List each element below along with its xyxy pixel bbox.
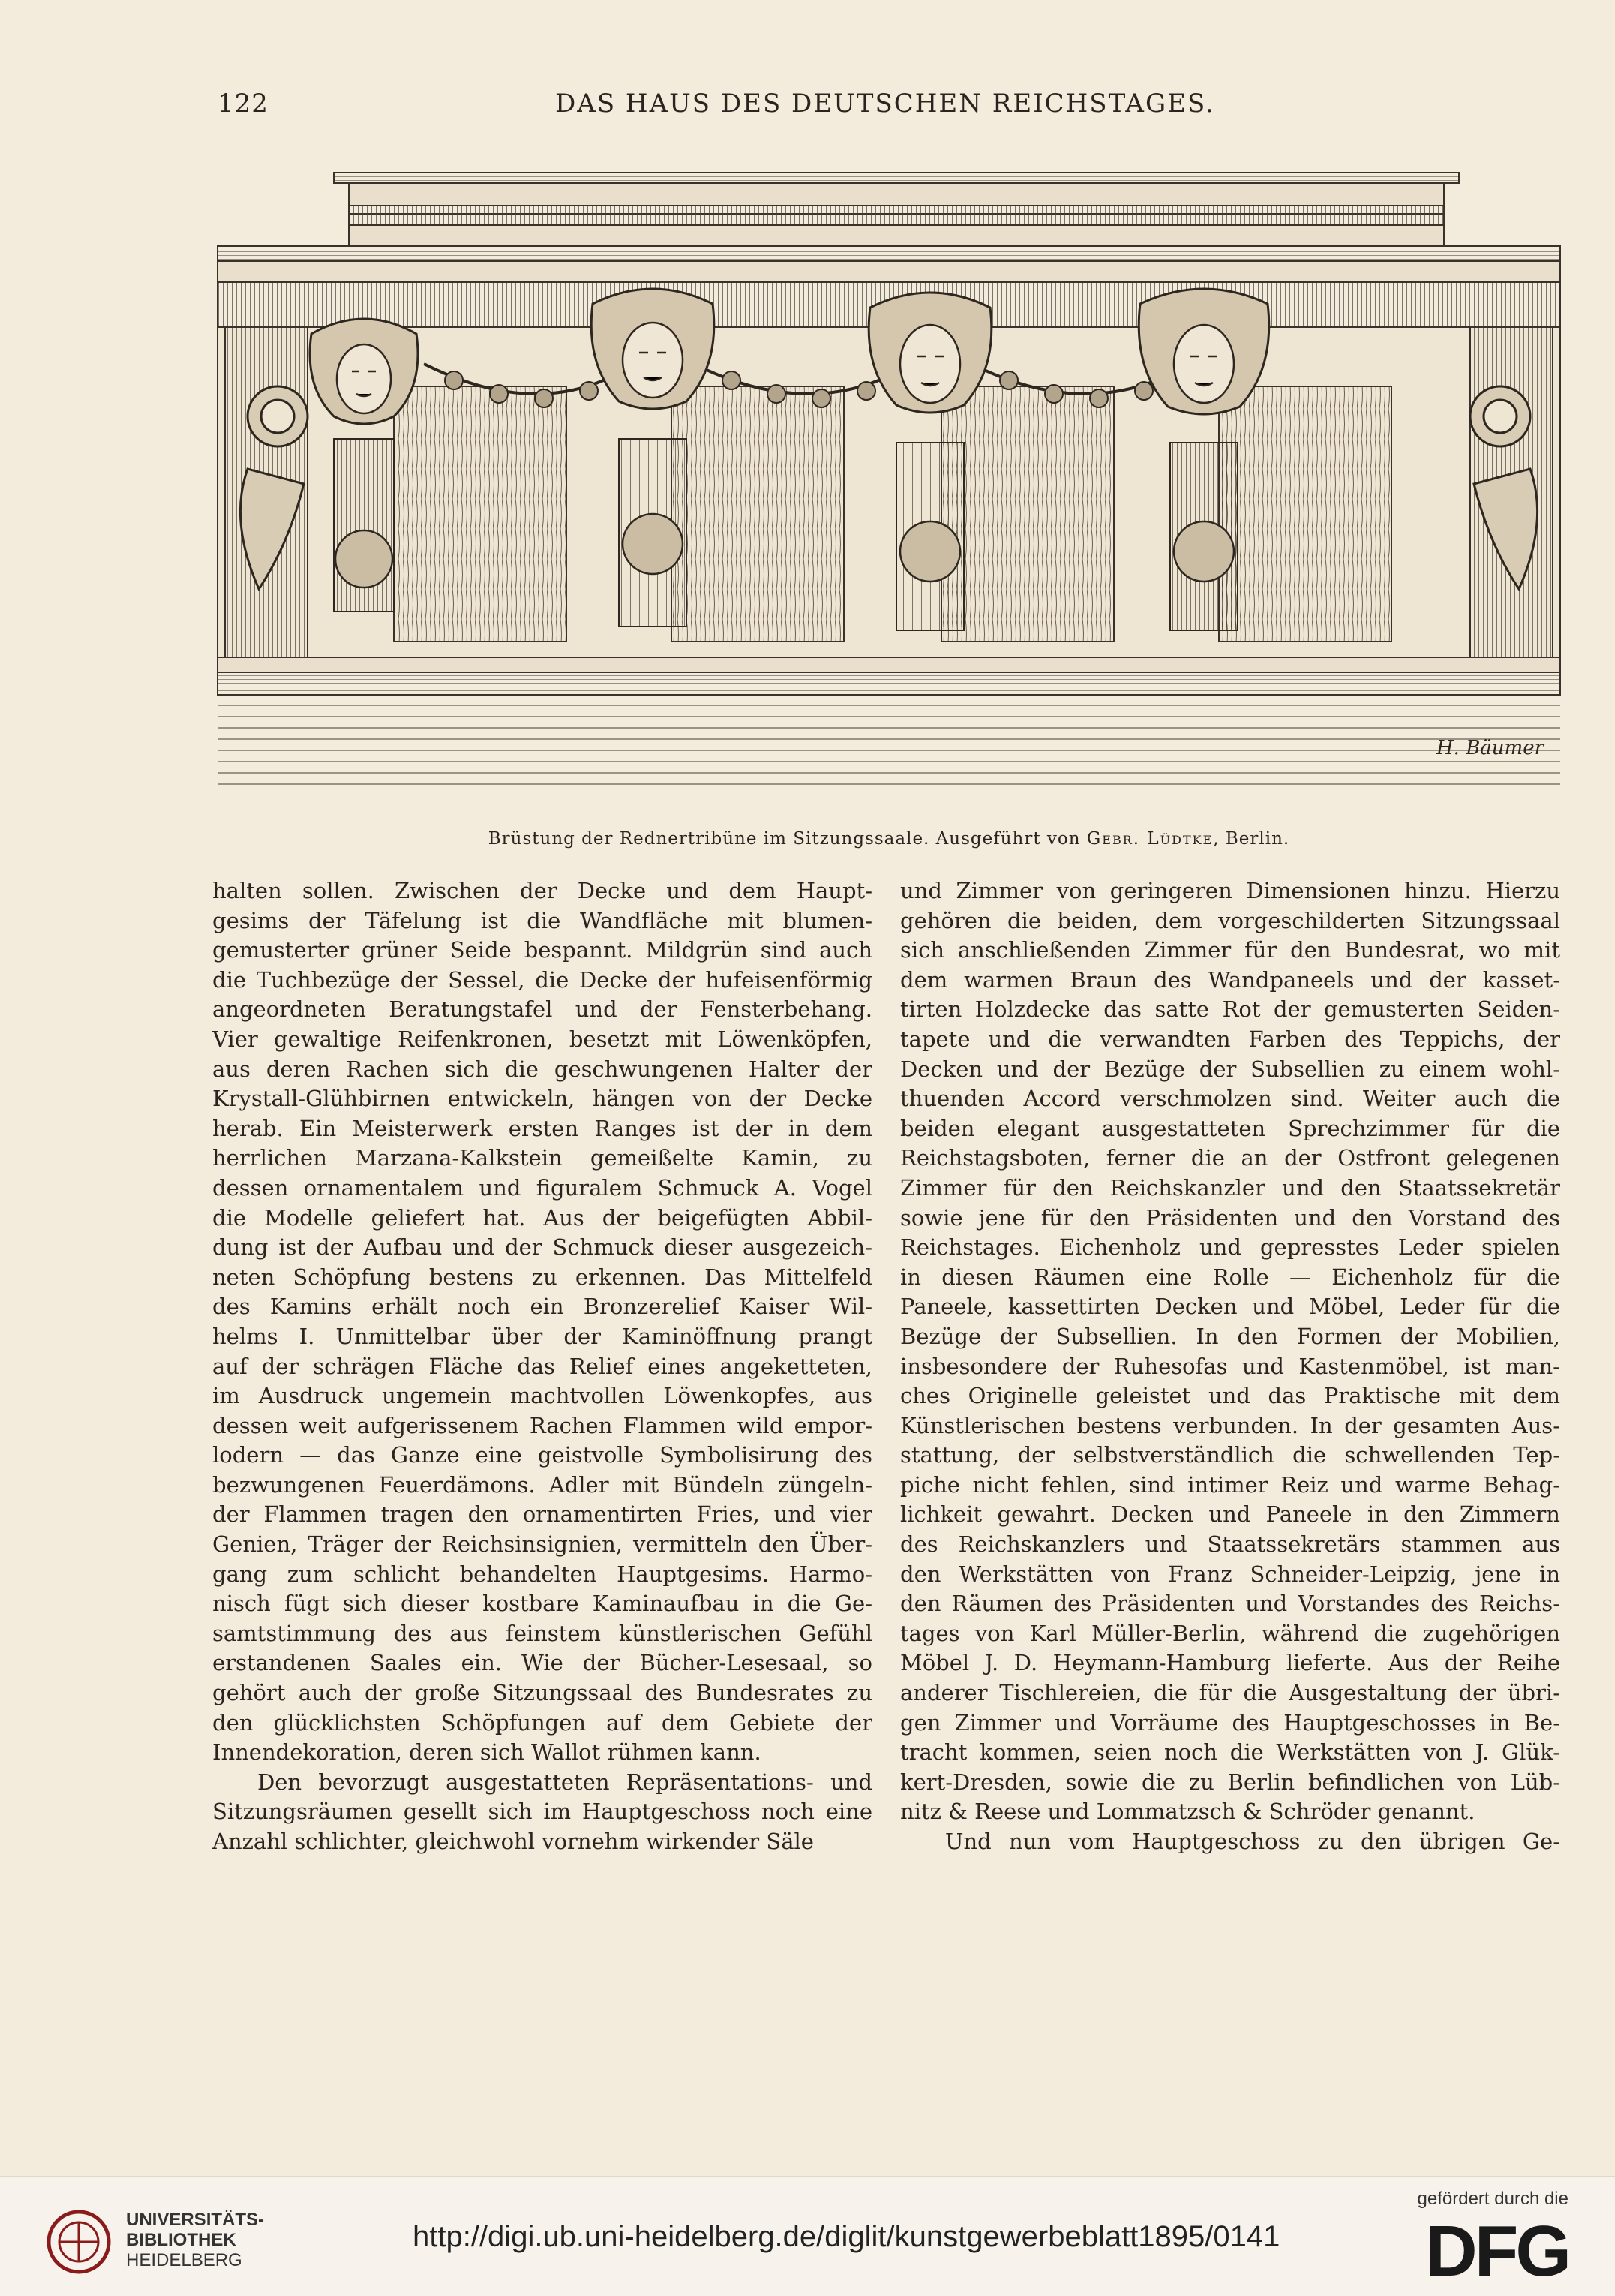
text-line: Decken und der Bezüge der Subsellien zu einem wohl- <box>900 1056 1560 1082</box>
text-line: anderer Tischlereien, die für die Ausgestaltung der übri- <box>900 1680 1560 1706</box>
caption-maker: Gebr. Lüdtke <box>1086 829 1214 849</box>
text-line: Möbel J. D. Heymann-Hamburg lieferte. Aus der Reihe <box>900 1650 1560 1676</box>
dfg-logo: DFG <box>1425 2211 1568 2291</box>
text-line: tirten Holzdecke das satte Rot der gemusterten Seiden- <box>900 996 1560 1023</box>
text-line: stattung, der selbstverständlich die schwellenden Tep- <box>900 1442 1560 1468</box>
text-line: Paneele, kassettirten Decken und Möbel, Leder für die <box>900 1294 1560 1320</box>
text-line: nisch fügt sich dieser kostbare Kaminaufbau in die Ge- <box>212 1591 872 1617</box>
text-line: im Ausdruck ungemein machtvollen Löwenkopfes, aus <box>212 1383 872 1409</box>
text-line: gen Zimmer und Vorräume des Hauptgeschosses in Be- <box>900 1709 1560 1736</box>
text-line: herab. Ein Meisterwerk ersten Ranges ist der in dem <box>212 1115 872 1141</box>
text-line: den glücklichsten Schöpfungen auf dem Gebiete der <box>212 1709 872 1736</box>
text-line: sowie jene für den Präsidenten und den Vorstand des <box>900 1204 1560 1231</box>
text-line: Und nun vom Hauptgeschoss zu den übrigen Ge- <box>945 1829 1560 1854</box>
text-line: in diesen Räumen eine Rolle — Eichenholz für die <box>900 1264 1560 1290</box>
text-line: dung ist der Aufbau und der Schmuck dieser ausgezeich- <box>212 1234 872 1261</box>
text-line: gehört auch der große Sitzungssaal des Bundesrates zu <box>212 1680 872 1706</box>
library-name <box>126 2210 264 2270</box>
library-seal-icon <box>45 2208 113 2276</box>
text-line: dessen weit aufgerissenem Rachen Flammen wild empor- <box>212 1412 872 1438</box>
text-line: tracht kommen, seien noch die Werkstätten von J. Glük- <box>900 1739 1560 1766</box>
text-line: Zimmer für den Reichskanzler und den Staatssekretär <box>900 1174 1560 1201</box>
text-line: dem warmen Braun des Wandpaneels und der kasset- <box>900 966 1560 993</box>
text-line: Genien, Träger der Reichsinsignien, vermitteln den Über- <box>212 1531 872 1558</box>
text-line: helms I. Unmittelbar über der Kaminöffnung prangt <box>212 1323 872 1349</box>
text-line: Künstlerischen bestens verbunden. In der gesamten Aus- <box>900 1412 1560 1438</box>
text-line: halten sollen. Zwischen der Decke und dem Haupt- <box>212 878 872 903</box>
library-name-line2: BIBLIOTHEK <box>126 2230 236 2250</box>
text-line: Bezüge der Subsellien. In den Formen der Mobilien, <box>900 1323 1560 1349</box>
text-line: Reichstages. Eichenholz und gepresstes Leder spielen <box>900 1234 1560 1261</box>
text-line: gang zum schlicht behandelten Hauptgesims. Harmo- <box>212 1561 872 1587</box>
text-line: angeordneten Beratungstafel und der Fensterbehang. <box>212 996 872 1023</box>
text-line: gehören die beiden, dem vorgeschilderten Sitzungssaal <box>900 907 1560 933</box>
text-line: gemusterter grüner Seide bespannt. Mildgrün sind auch <box>212 937 872 963</box>
text-line: bezwungenen Feuerdämons. Adler mit Bündeln züngeln- <box>212 1471 872 1498</box>
text-line: neten Schöpfung bestens zu erkennen. Das Mittelfeld <box>212 1264 872 1290</box>
text-line: erstandenen Saales ein. Wie der Bücher-Lesesaal, so <box>212 1650 872 1676</box>
text-line: Sitzungsräumen gesellt sich im Hauptgeschoss noch eine <box>212 1799 872 1825</box>
funded-by-label: gefördert durch die <box>1417 2189 1568 2209</box>
page-number: 122 <box>218 89 269 119</box>
text-line: nitz & Reese und Lommatzsch & Schröder genannt. <box>900 1799 1475 1825</box>
text-line: Vier gewaltige Reifenkronen, besetzt mit Löwenköpfen, <box>212 1026 872 1052</box>
balustrade-engraving <box>214 169 1564 803</box>
library-name-line3: HEIDELBERG <box>126 2250 242 2270</box>
engraver-signature: H. Bäumer <box>1436 737 1544 759</box>
text-line: Krystall-Glühbirnen entwickeln, hängen von der Decke <box>212 1086 872 1112</box>
text-line: die Modelle geliefert hat. Aus der beigefügten Abbil- <box>212 1204 872 1231</box>
text-line: den Räumen des Präsidenten und Vorstandes des Reichs- <box>900 1591 1560 1617</box>
text-line: thuenden Accord verschmolzen sind. Weiter auch die <box>900 1086 1560 1112</box>
caption-place: , Berlin. <box>1213 829 1290 849</box>
text-line: herrlichen Marzana-Kalkstein gemeißelte Kamin, zu <box>212 1145 872 1171</box>
caption-text: Brüstung der Rednertribüne im Sitzungssaale. Ausgeführt von <box>488 829 1081 849</box>
text-line: Den bevorzugt ausgestatteten Repräsentations- und <box>257 1769 872 1795</box>
text-line: auf der schrägen Fläche das Relief eines angeketteten, <box>212 1353 872 1379</box>
text-line: tages von Karl Müller-Berlin, während die zugehörigen <box>900 1620 1560 1646</box>
text-line: den Werkstätten von Franz Schneider-Leipzig, jene in <box>900 1561 1560 1587</box>
text-line: und Zimmer von geringeren Dimensionen hinzu. Hierzu <box>900 878 1560 903</box>
left-text-column <box>212 876 872 1857</box>
right-text-column <box>900 876 1560 1857</box>
library-name-line1: UNIVERSITÄTS- <box>126 2210 265 2230</box>
text-line: die Tuchbezüge der Sessel, die Decke der hufeisenförmig <box>212 966 872 993</box>
text-line: Reichstagsboten, ferner die an der Ostfront gelegenen <box>900 1145 1560 1171</box>
text-line: piche nicht fehlen, sind intimer Reiz und warme Behag- <box>900 1471 1560 1498</box>
text-line: beiden elegant ausgestatteten Sprechzimmer für die <box>900 1115 1560 1141</box>
text-line: dessen ornamentalem und figuralem Schmuck A. Vogel <box>212 1174 872 1201</box>
text-line: tapete und die verwandten Farben des Teppichs, der <box>900 1026 1560 1052</box>
text-line: aus deren Rachen sich die geschwungenen Halter der <box>212 1056 872 1082</box>
text-line: des Kamins erhält noch ein Bronzerelief Kaiser Wil- <box>212 1294 872 1320</box>
text-line: sich anschließenden Zimmer für den Bundesrat, wo mit <box>900 937 1560 963</box>
text-line: lichkeit gewahrt. Decken und Paneele in den Zimmern <box>900 1501 1560 1528</box>
text-line: gesims der Täfelung ist die Wandfläche mit blumen- <box>212 907 872 933</box>
permalink-url[interactable]: http://digi.ub.uni-heidelberg.de/diglit/kunstgewerbeblatt1895/0141 <box>413 2220 1280 2253</box>
text-line: lodern — das Ganze eine geistvolle Symbolisirung des <box>212 1442 872 1468</box>
text-line: Anzahl schlichter, gleichwohl vornehm wirkender Säle <box>212 1829 814 1854</box>
text-line: ches Originelle geleistet und das Praktische mit dem <box>900 1383 1560 1409</box>
text-line: samtstimmung des aus feinstem künstlerischen Gefühl <box>212 1620 872 1646</box>
text-line: des Reichskanzlers und Staatssekretärs stammen aus <box>900 1531 1560 1558</box>
text-line: der Flammen tragen den ornamentirten Fries, und vier <box>212 1501 872 1528</box>
figure-caption <box>214 829 1564 849</box>
digitization-footer <box>0 2176 1615 2296</box>
running-title: DAS HAUS DES DEUTSCHEN REICHSTAGES. <box>555 89 1215 119</box>
text-line: insbesondere der Ruhesofas und Kastenmöbel, ist man- <box>900 1353 1560 1379</box>
text-line: Innendekoration, deren sich Wallot rühmen kann. <box>212 1739 761 1766</box>
text-line: kert-Dresden, sowie die zu Berlin befindlichen von Lüb- <box>900 1769 1560 1795</box>
